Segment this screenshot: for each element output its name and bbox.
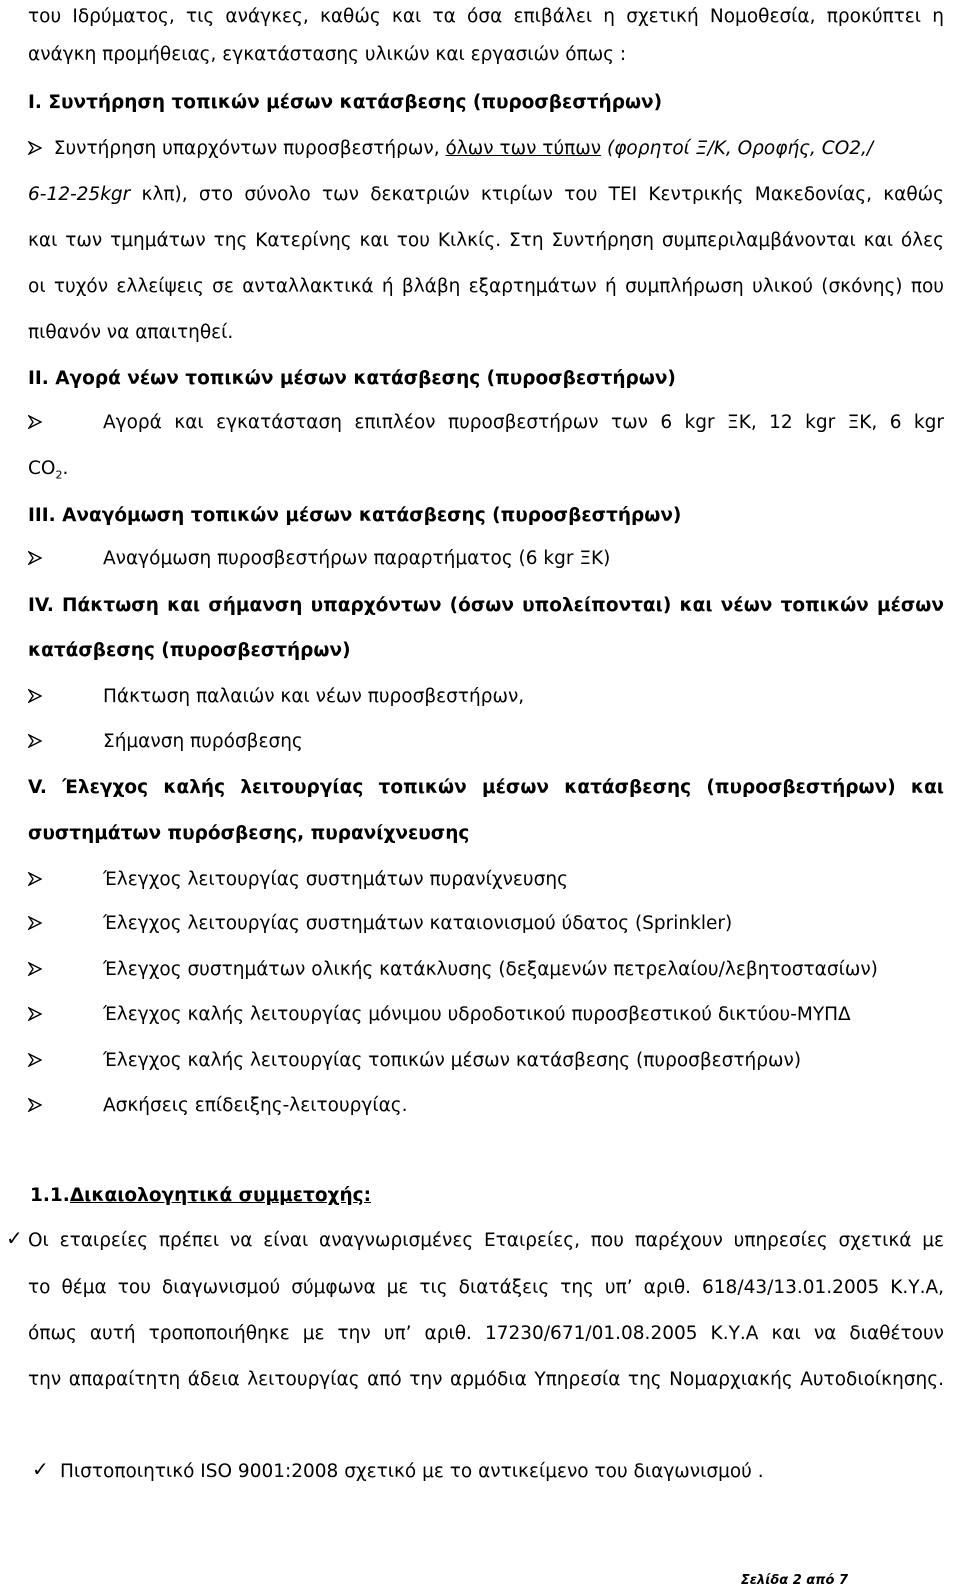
section-3-bullet-1	[28, 548, 611, 570]
section-4-title-line-2: κατάσβεσης (πυροσβεστήρων)	[28, 640, 351, 661]
bullet-text: Έλεγχος καλής λειτουργίας τοπικών μέσων κατάσβεσης (πυροσβεστήρων)	[103, 1050, 802, 1071]
section-4-title-line-1: IV. Πάκτωση και σήμανση υπαρχόντων (όσων υπολείπονται) και νέων τοπικών μέσων	[28, 595, 944, 616]
section-5-bullet-6	[28, 1095, 408, 1117]
requirement-1-line-4: την απαραίτητη άδεια λειτουργίας από την αρμόδια Υπηρεσία της Νομαρχιακής Αυτοδιοίκησης.	[28, 1369, 944, 1390]
arrow-bullet-icon	[28, 551, 42, 565]
arrow-bullet-icon	[28, 872, 42, 886]
section-5-bullet-2	[28, 913, 733, 935]
subsection-title: Δικαιολογητικά συμμετοχής:	[69, 1185, 372, 1206]
bullet-text: Συντήρηση υπαρχόντων πυροσβεστήρων,	[53, 138, 440, 159]
section-1-bullet-1-line-3: και των τμημάτων της Κατερίνης και του Κιλκίς. Στη Συντήρηση συμπεριλαμβάνονται και όλες	[28, 230, 944, 251]
bullet-italic: (φορητοί Ξ/Κ, Οροφής, CO2,/	[607, 138, 874, 159]
bullet-text: Αγορά και εγκατάσταση επιπλέον πυροσβεστήρων των 6 kgr ΞΚ, 12 kgr ΞΚ, 6 kgr	[103, 412, 944, 433]
arrow-bullet-icon	[28, 689, 42, 703]
section-5-bullet-4	[28, 1004, 851, 1026]
arrow-bullet-icon	[28, 1053, 42, 1067]
bullet-text-2: κλπ), στο σύνολο των δεκατριών κτιρίων του ΤΕΙ Κεντρικής Μακεδονίας, καθώς	[141, 184, 945, 205]
checkmark-icon: ✓	[32, 1457, 49, 1481]
co2-subscript: 2	[55, 468, 63, 482]
section-5-bullet-3	[28, 959, 878, 981]
arrow-bullet-icon	[28, 415, 42, 429]
bullet-text: Έλεγχος λειτουργίας συστημάτων πυρανίχνευσης	[103, 869, 568, 890]
bullet-text: Έλεγχος συστημάτων ολικής κατάκλυσης (δεξαμενών πετρελαίου/λεβητοστασίων)	[103, 959, 878, 980]
bullet-underlined: όλων των τύπων	[445, 138, 602, 159]
section-4-bullet-1	[28, 686, 525, 708]
page-footer: Σελίδα 2 από 7	[740, 1573, 848, 1588]
subsection-heading	[30, 1185, 371, 1207]
section-5-title-line-2: συστημάτων πυρόσβεσης, πυρανίχνευσης	[28, 823, 470, 844]
arrow-bullet-icon	[28, 1007, 42, 1021]
section-4-bullet-2	[28, 731, 303, 753]
section-1-bullet-1	[28, 138, 873, 160]
requirement-1-line-1: Οι εταιρείες πρέπει να είναι αναγνωρισμένες Εταιρείες, που παρέχουν υπηρεσίες σχετικά με	[28, 1230, 944, 1251]
bullet-text: Έλεγχος λειτουργίας συστημάτων καταιονισμού ύδατος (Sprinkler)	[103, 913, 733, 934]
section-3-title: III. Αναγόμωση τοπικών μέσων κατάσβεσης (πυροσβεστήρων)	[28, 505, 682, 526]
bullet-italic-2: 6-12-25kgr	[28, 184, 131, 205]
section-1-title: I. Συντήρηση τοπικών μέσων κατάσβεσης (πυροσβεστήρων)	[28, 92, 663, 113]
arrow-bullet-icon	[28, 734, 42, 748]
arrow-bullet-icon	[28, 916, 42, 930]
section-1-bullet-1-line-4: οι τυχόν ελλείψεις σε ανταλλακτικά ή βλάβη εξαρτημάτων ή συμπλήρωση υλικού (σκόνης) που	[28, 276, 944, 297]
checkmark-icon: ✓	[6, 1226, 23, 1250]
bullet-text: Πάκτωση παλαιών και νέων πυροσβεστήρων,	[103, 686, 525, 707]
section-1-bullet-1-line-5: πιθανόν να απαιτηθεί.	[28, 322, 234, 343]
requirement-1-line-3: όπως αυτή τροποποιήθηκε με την υπ’ αριθ. 17230/671/01.08.2005 Κ.Υ.Α και να διαθέτουν	[28, 1323, 944, 1344]
section-5-bullet-1	[28, 869, 568, 891]
section-2-title: II. Αγορά νέων τοπικών μέσων κατάσβεσης (πυροσβεστήρων)	[28, 368, 676, 389]
intro-line-2: ανάγκη προμήθειας, εγκατάστασης υλικών και εργασιών όπως :	[28, 44, 627, 65]
bullet-text: Αναγόμωση πυροσβεστήρων παραρτήματος (6 kgr ΞΚ)	[103, 548, 611, 569]
subsection-number: 1.1.	[30, 1185, 70, 1206]
co2-period: .	[62, 458, 69, 479]
section-2-bullet-1	[28, 412, 944, 434]
section-1-bullet-1-line-2	[28, 184, 944, 206]
requirement-1-line-2: το θέμα του διαγωνισμού σύμφωνα με τις διατάξεις της υπ’ αριθ. 618/43/13.01.2005 Κ.Υ.Α,	[28, 1277, 944, 1298]
section-2-bullet-1-line-2	[28, 458, 68, 487]
section-5-title-line-1: V. Έλεγχος καλής λειτουργίας τοπικών μέσων κατάσβεσης (πυροσβεστήρων) και	[28, 777, 944, 798]
arrow-bullet-icon	[28, 1098, 42, 1112]
bullet-text: Ασκήσεις επίδειξης-λειτουργίας.	[103, 1095, 408, 1116]
intro-line-1: του Ιδρύματος, τις ανάγκες, καθώς και τα όσα επιβάλει η σχετική Νομοθεσία, προκύπτει η	[28, 6, 944, 27]
requirement-2: Πιστοποιητικό ISO 9001:2008 σχετικό με το αντικείμενο του διαγωνισμού .	[60, 1461, 764, 1482]
arrow-bullet-icon	[28, 141, 42, 155]
section-5-bullet-5	[28, 1050, 802, 1072]
bullet-text: Σήμανση πυρόσβεσης	[103, 731, 303, 752]
co2-text: CO	[28, 458, 56, 479]
bullet-text: Έλεγχος καλής λειτουργίας μόνιμου υδροδοτικού πυροσβεστικού δικτύου-ΜΥΠΔ	[103, 1004, 851, 1025]
arrow-bullet-icon	[28, 962, 42, 976]
